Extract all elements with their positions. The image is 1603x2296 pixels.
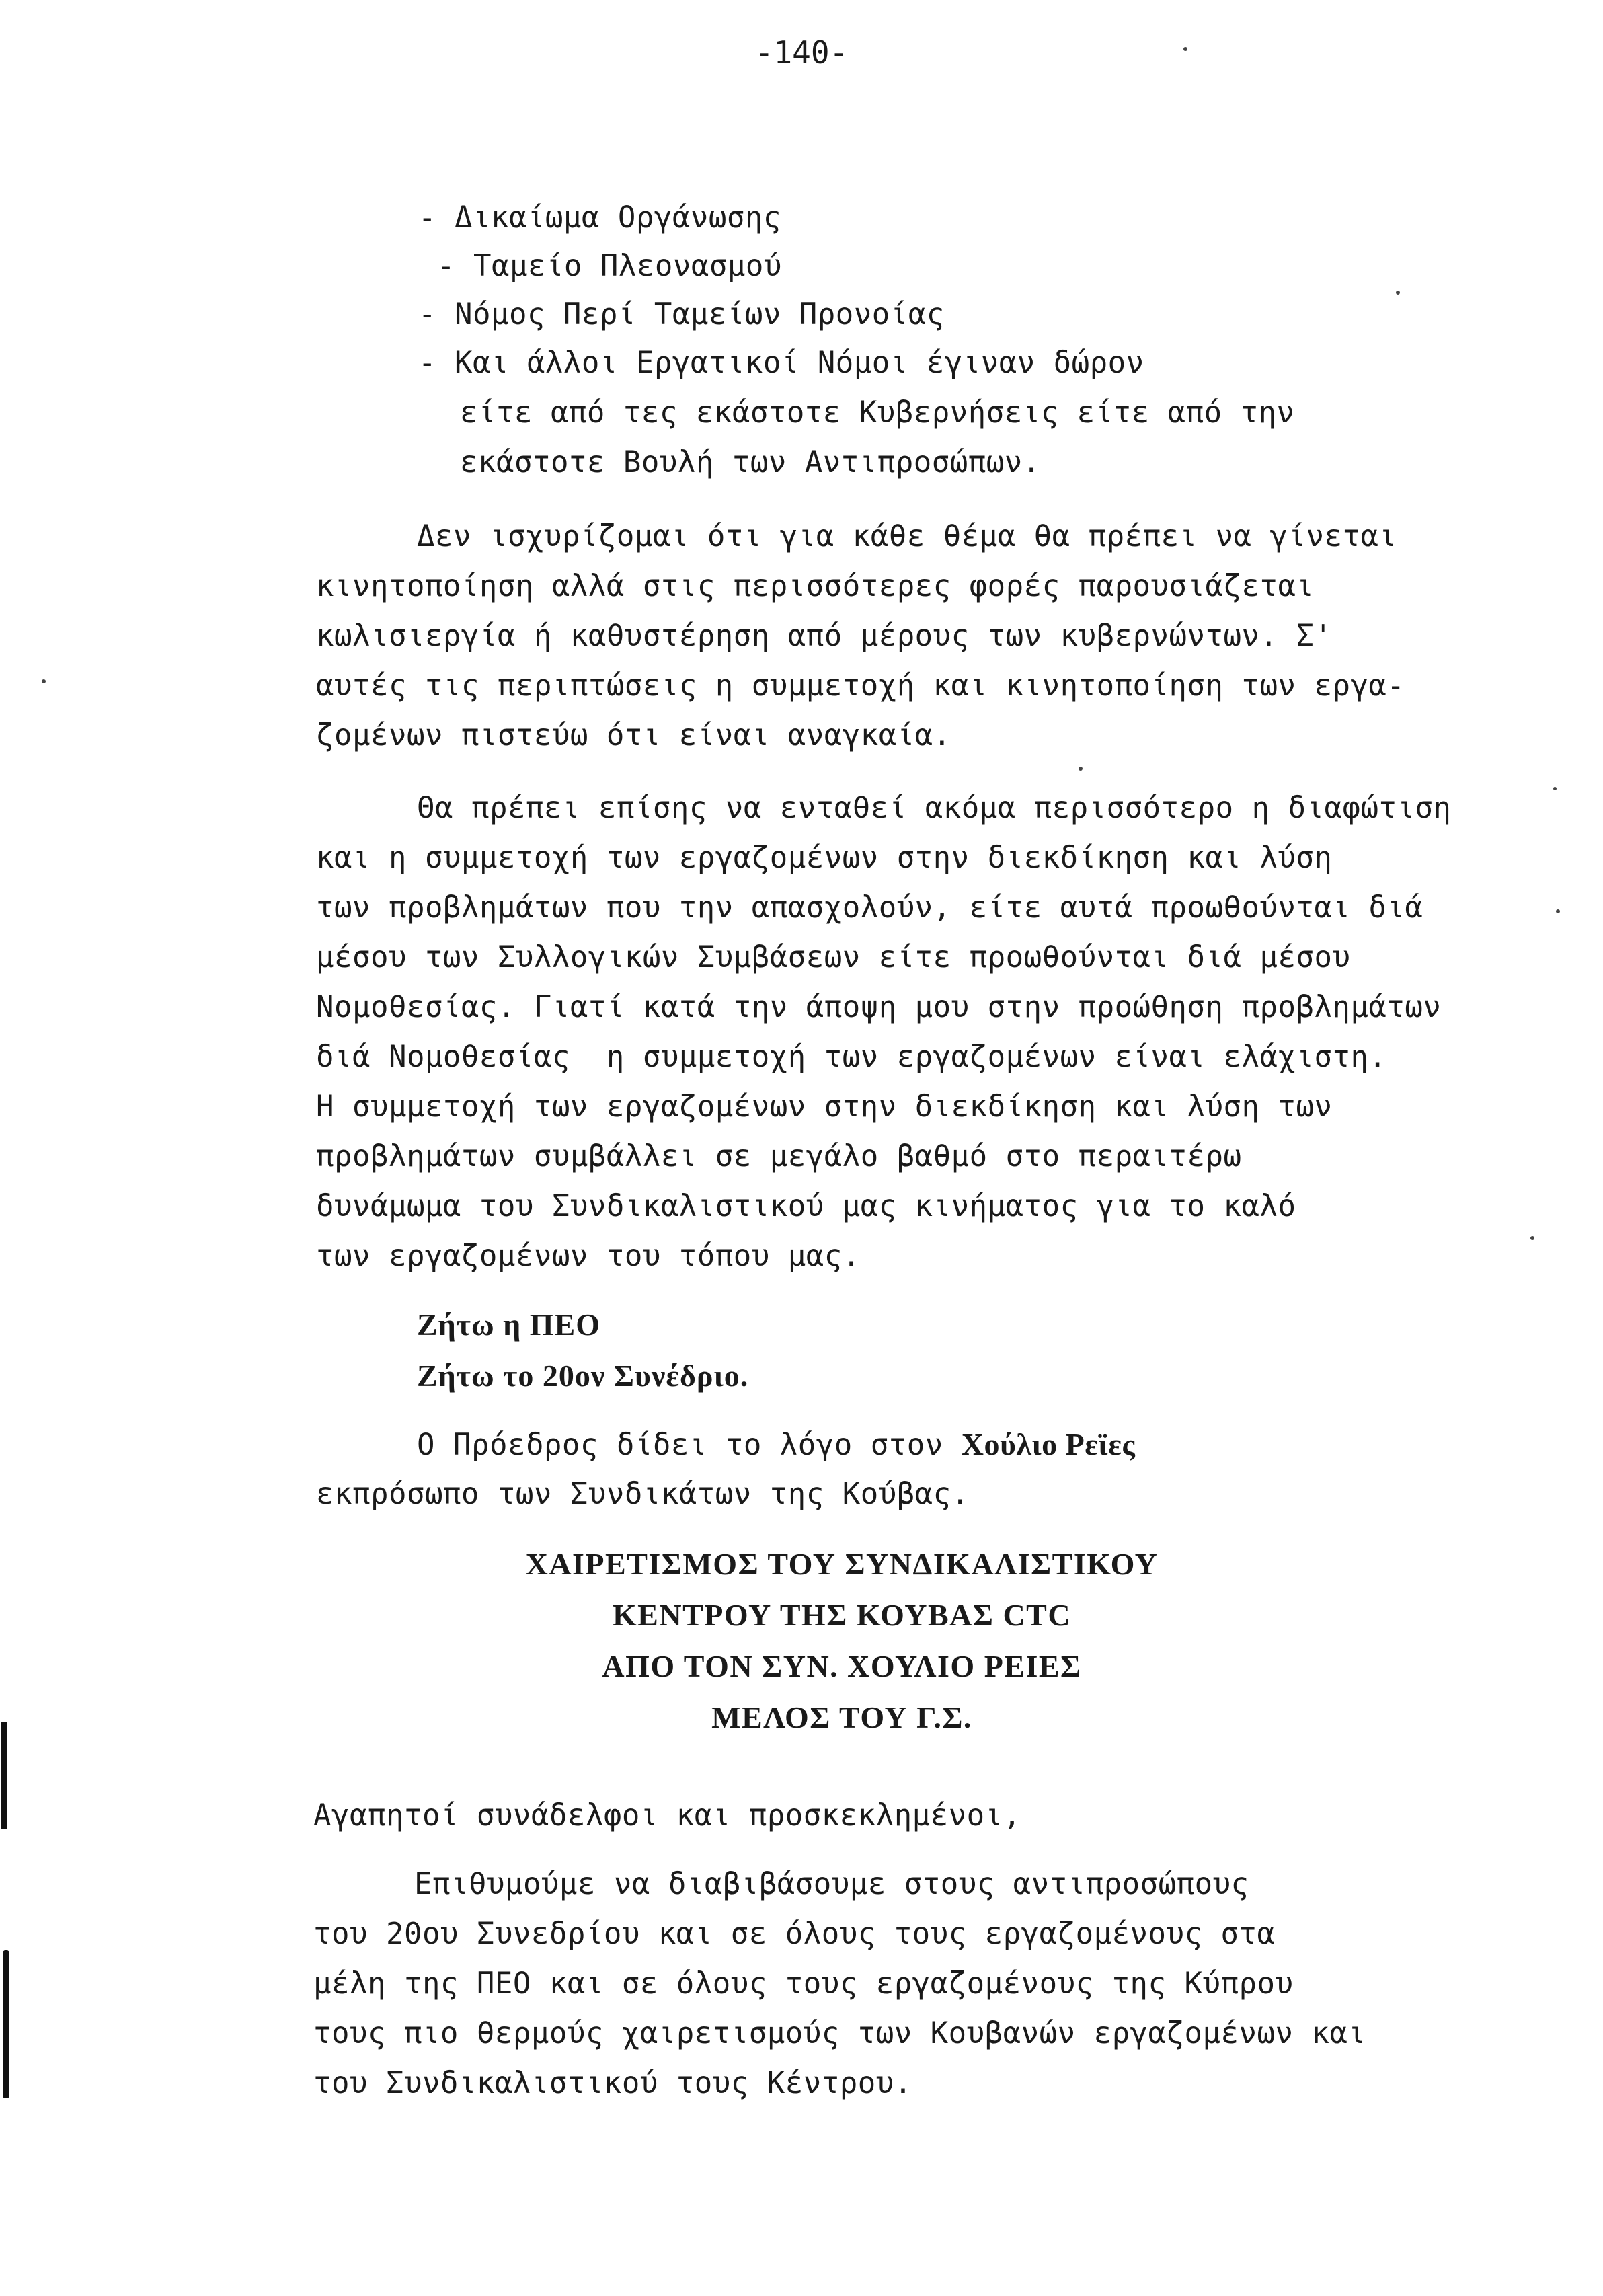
slogan: Ζήτω το 20ον Συνέδριο.: [417, 1359, 749, 1393]
paragraph-line: Θα πρέπει επίσης να ενταθεί ακόμα περισσότερο η διαφώτιση: [417, 791, 1452, 825]
list-item-continuation: εκάστοτε Βουλή των Αντιπροσώπων.: [460, 445, 1041, 480]
scan-speck: [1079, 767, 1083, 771]
scan-speck: [1396, 291, 1400, 295]
paragraph-line: Νομοθεσίας. Γιατί κατά την άποψη μου στην προώθηση προβλημάτων: [316, 990, 1442, 1024]
paragraph-line: των εργαζομένων του τόπου μας.: [316, 1239, 861, 1273]
list-item: - Και άλλοι Εργατικοί Νόμοι έγιναν δώρον: [418, 346, 1144, 380]
scan-margin-mark: [3, 1950, 9, 2098]
paragraph-line: μέλη της ΠΕΟ και σε όλους τους εργαζομένους της Κύπρου: [313, 1966, 1294, 2001]
chair-note-line: [417, 1424, 1135, 1465]
list-item: - Δικαίωμα Οργάνωσης: [418, 200, 781, 235]
paragraph-line: Επιθυμούμε να διαβιβάσουμε στους αντιπροσώπους: [414, 1867, 1249, 1901]
speaker-name: Χούλιο Ρεϊες: [961, 1427, 1136, 1461]
paragraph-line: του Συνδικαλιστικού τους Κέντρου.: [313, 2066, 912, 2100]
paragraph-line: μέσου των Συλλογικών Συμβάσεων είτε προωθούνται διά μέσου: [316, 940, 1351, 974]
greeting-heading-line: ΚΕΝΤΡΟΥ ΤΗΣ ΚΟΥΒΑΣ CTC: [612, 1598, 1072, 1632]
greeting-heading-line: ΧΑΙΡΕΤΙΣΜΟΣ ΤΟΥ ΣΥΝΔΙΚΑΛΙΣΤΙΚΟΥ: [525, 1547, 1159, 1581]
list-item: - Ταμείο Πλεονασμού: [437, 249, 782, 283]
paragraph-line: τους πιο θερμούς χαιρετισμούς των Κουβανών εργαζομένων και: [313, 2016, 1366, 2051]
paragraph-line: του 20ου Συνεδρίου και σε όλους τους εργαζομένους στα: [313, 1917, 1276, 1951]
paragraph-line: των προβλημάτων που την απασχολούν, είτε αυτά προωθούνται διά: [316, 890, 1423, 925]
salutation: Αγαπητοί συνάδελφοι και προσκεκλημένοι,: [313, 1798, 1021, 1833]
paragraph-line: ζομένων πιστεύω ότι είναι αναγκαία.: [316, 718, 951, 753]
paragraph-line: δυνάμωμα του Συνδικαλιστικού μας κινήματος για το καλό: [316, 1189, 1296, 1223]
scan-speck: [1556, 909, 1560, 913]
list-item: - Νόμος Περί Ταμείων Προνοίας: [418, 297, 945, 332]
greeting-heading-line: ΑΠΟ ΤΟΝ ΣΥΝ. ΧΟΥΛΙΟ ΡΕΙΕΣ: [602, 1649, 1082, 1683]
paragraph-line: Δεν ισχυρίζομαι ότι για κάθε θέμα θα πρέπει να γίνεται: [417, 519, 1397, 553]
scan-speck: [1183, 47, 1187, 51]
chair-note-line: εκπρόσωπο των Συνδικάτων της Κούβας.: [316, 1477, 970, 1511]
paragraph-line: κινητοποίηση αλλά στις περισσότερες φορές παρουσιάζεται: [316, 569, 1315, 603]
greeting-heading-line: ΜΕΛΟΣ ΤΟΥ Γ.Σ.: [711, 1700, 972, 1734]
paragraph-line: προβλημάτων συμβάλλει σε μεγάλο βαθμό στο περαιτέρω: [316, 1139, 1242, 1174]
slogan: Ζήτω η ΠΕΟ: [417, 1307, 600, 1342]
scan-speck: [1530, 1236, 1534, 1240]
scan-margin-mark: [1, 1722, 7, 1829]
scan-speck: [1553, 787, 1557, 790]
paragraph-line: Η συμμετοχή των εργαζομένων στην διεκδίκηση και λύση των: [316, 1089, 1333, 1124]
page-number: -140-: [754, 34, 849, 71]
list-item-continuation: είτε από τες εκάστοτε Κυβερνήσεις είτε από την: [460, 395, 1295, 430]
paragraph-line: αυτές τις περιπτώσεις η συμμετοχή και κινητοποίηση των εργα-: [316, 668, 1405, 703]
chair-note-text: Ο Πρόεδρος δίδει το λόγο στον: [417, 1428, 962, 1462]
paragraph-line: διά Νομοθεσίας η συμμετοχή των εργαζομένων είναι ελάχιστη.: [316, 1040, 1387, 1074]
scan-speck: [42, 679, 46, 683]
paragraph-line: κωλισιεργία ή καθυστέρηση από μέρους των κυβερνώντων. Σ': [316, 619, 1333, 653]
paragraph-line: και η συμμετοχή των εργαζομένων στην διεκδίκηση και λύση: [316, 841, 1333, 875]
